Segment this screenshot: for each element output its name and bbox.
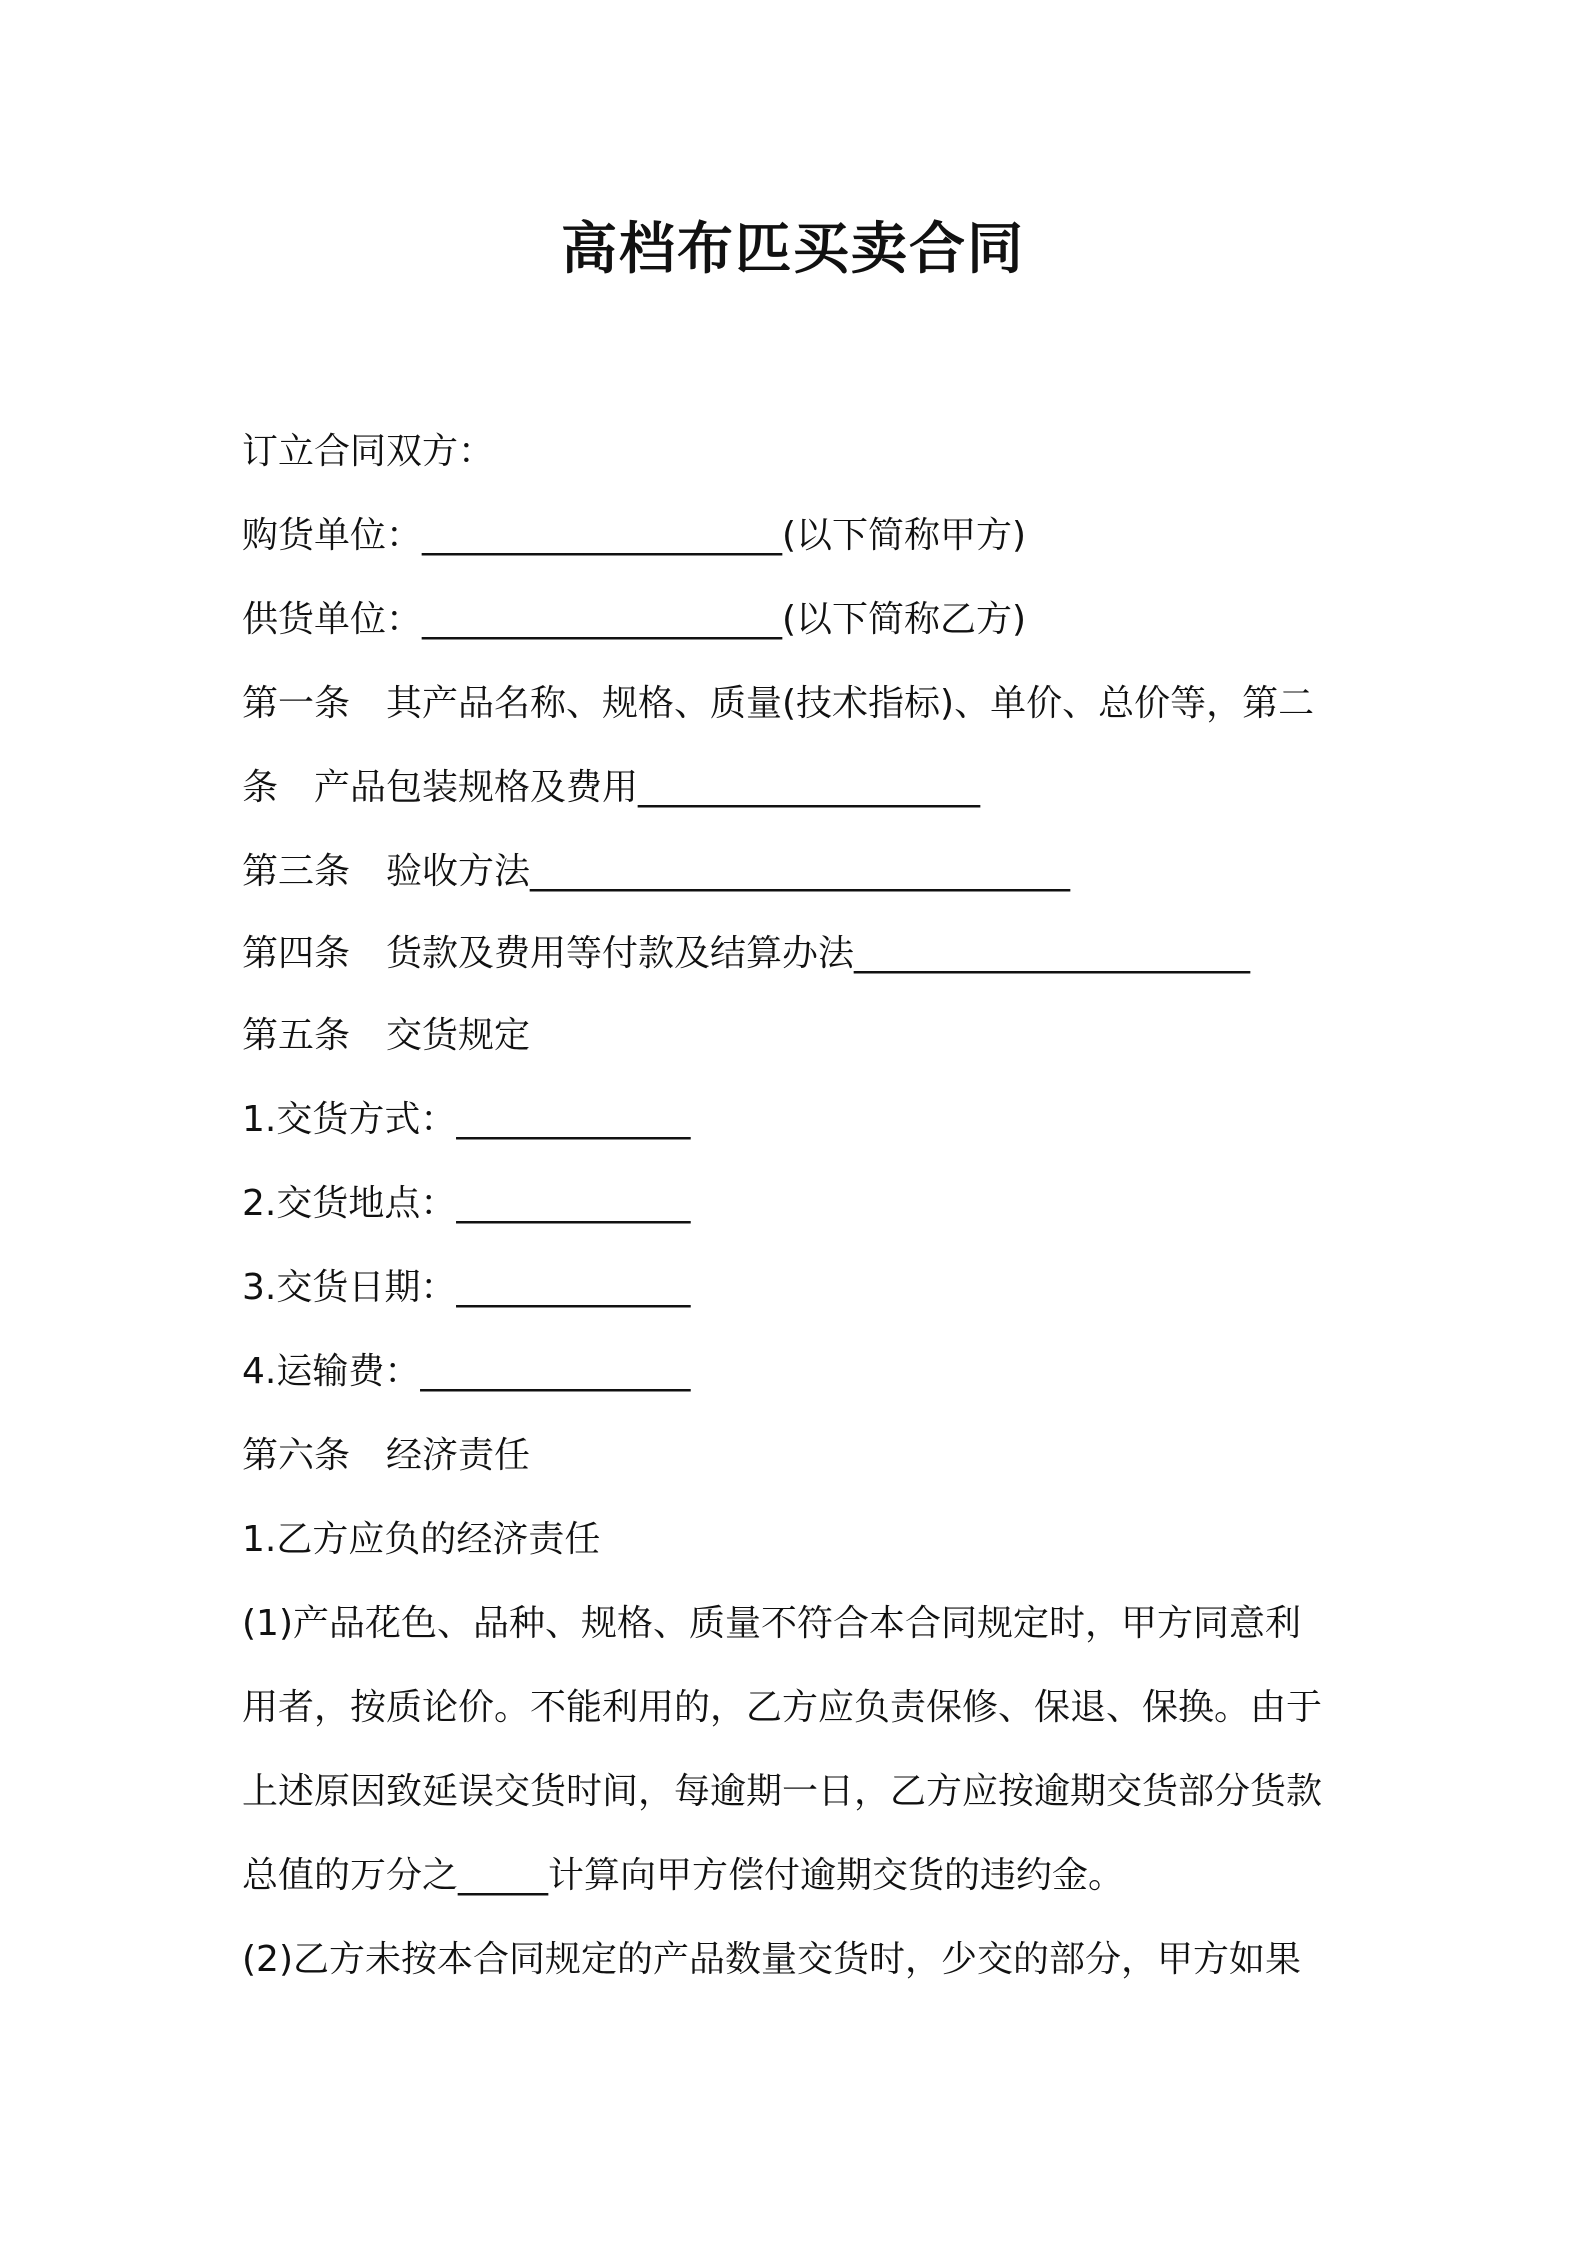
clause-2-line-1: (2)乙方未按本合同规定的产品数量交货时，少交的部分，甲方如果 (242, 1939, 1301, 1980)
delivery-method-line: 1.交货方式：_____________ (242, 1099, 691, 1140)
clause-1-line-1: (1)产品花色、品种、规格、质量不符合本合同规定时，甲方同意利 (242, 1603, 1301, 1644)
article-2-line: 条 产品包装规格及费用___________________ (242, 767, 981, 808)
clause-1-line-4: 总值的万分之_____计算向甲方偿付逾期交货的违约金。 (242, 1855, 1125, 1896)
document-title: 高档布匹买卖合同 (561, 217, 1025, 282)
contract-body (242, 410, 1362, 2002)
article-4-line: 第四条 货款及费用等付款及结算办法______________________ (242, 933, 1251, 974)
article-3-line: 第三条 验收方法______________________________ (242, 851, 1071, 892)
article-5-heading: 第五条 交货规定 (242, 1015, 531, 1056)
seller-liability-heading: 1.乙方应负的经济责任 (242, 1519, 601, 1560)
parties-heading: 订立合同双方： (242, 431, 495, 472)
article-6-heading: 第六条 经济责任 (242, 1435, 531, 1476)
seller-line: 供货单位：____________________(以下简称乙方) (242, 599, 1027, 640)
delivery-date-line: 3.交货日期：_____________ (242, 1267, 691, 1308)
article-1-line: 第一条 其产品名称、规格、质量(技术指标)、单价、总价等，第二 (242, 683, 1315, 724)
clause-1-line-2: 用者，按质论价。不能利用的，乙方应负责保修、保退、保换。由于 (242, 1687, 1323, 1728)
delivery-place-line: 2.交货地点：_____________ (242, 1183, 691, 1224)
transport-fee-line: 4.运输费：_______________ (242, 1351, 691, 1392)
buyer-line: 购货单位：____________________(以下简称甲方) (242, 515, 1027, 556)
clause-1-line-3: 上述原因致延误交货时间，每逾期一日，乙方应按逾期交货部分货款 (242, 1771, 1323, 1812)
